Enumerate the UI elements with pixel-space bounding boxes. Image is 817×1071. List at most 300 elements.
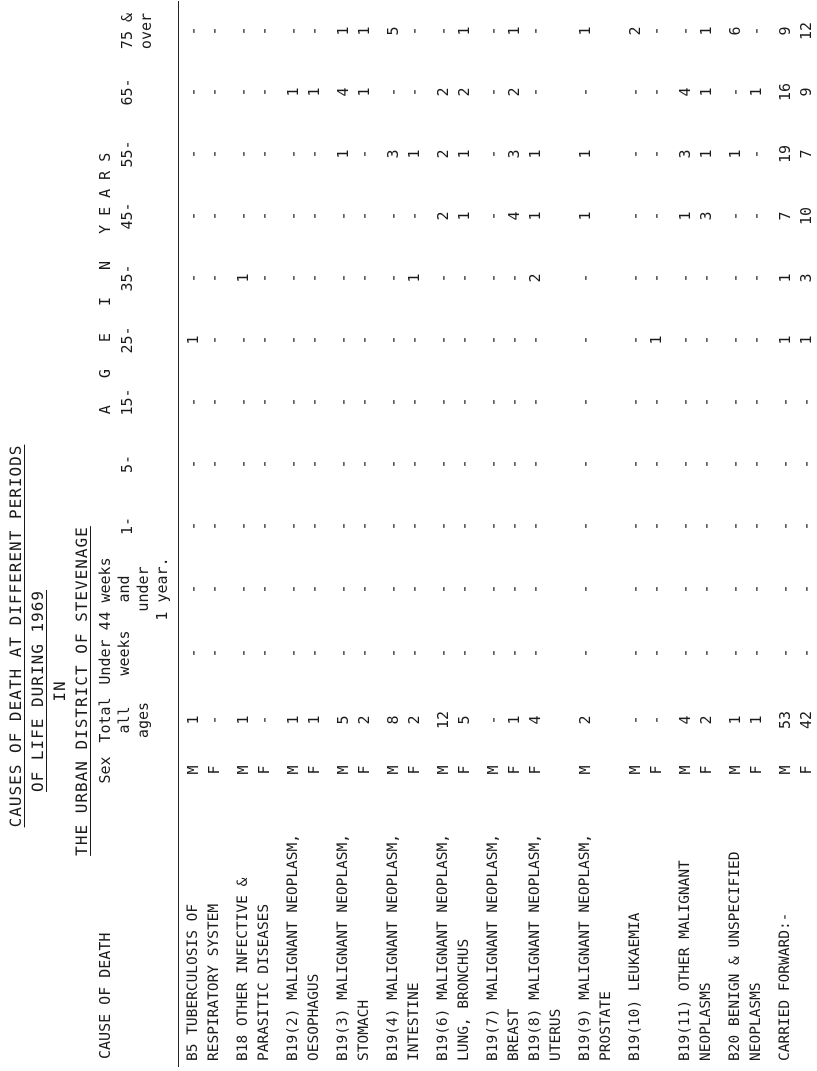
table-row [454,1,475,1067]
under-4-weeks-cell: - [626,648,644,658]
cause-cell: RESPIRATORY SYSTEM [206,903,222,1061]
table-row [775,1,796,1067]
table-row [646,1,667,1067]
age-45-cell: 7 [776,211,794,221]
age-75-over-cell: - [234,26,252,36]
cause-cell: INTESTINE [406,982,422,1061]
under-4-weeks-cell: - [234,648,252,658]
under-1-year-cell: - [526,584,544,594]
total-cell: 2 [697,715,715,725]
under-4-weeks-cell: - [355,648,373,658]
age-1-cell: - [234,521,252,531]
age-55-cell: - [234,149,252,159]
age-55-cell: - [284,149,302,159]
header-sex: Sex [96,756,114,784]
under-1-year-cell: - [455,584,473,594]
table-row [283,1,304,1067]
age-35-cell: - [505,273,523,283]
cause-cell: B19(2) MALIGNANT NEOPLASM, [285,834,301,1061]
title-line-4: THE URBAN DISTRICT OF STEVENAGE [72,526,91,856]
age-15-cell: - [384,397,402,407]
age-15-cell: - [234,397,252,407]
age-35-cell: - [626,273,644,283]
sex-cell: F [647,765,665,775]
header-age-55: 55- [118,140,136,168]
age-25-cell: - [726,335,744,345]
age-55-cell: - [747,149,765,159]
age-75-over-cell: 1 [697,26,715,36]
age-15-cell: - [405,397,423,407]
age-5-cell: - [205,459,223,469]
sex-cell: F [455,765,473,775]
age-5-cell [546,433,567,495]
table-row [333,1,354,1067]
title-line-2: OF LIFE DURING 1969 [28,589,47,793]
age-65-cell: 1 [355,87,373,97]
age-15-cell: - [726,397,744,407]
cause-cell: B18 OTHER INFECTIVE & [235,877,251,1061]
cause-cell: NEOPLASMS [748,982,764,1061]
age-35-cell: 1 [776,273,794,283]
age-25-cell: - [747,335,765,345]
age-65-cell: - [526,87,544,97]
age-25-cell: 1 [776,335,794,345]
table-row [383,1,404,1067]
header-under-4-weeks: Under 4 weeks [96,621,133,685]
age-25-cell: - [676,335,694,345]
age-5-cell: - [455,459,473,469]
sex-cell: M [726,765,744,775]
age-5-cell: - [576,459,594,469]
age-35-cell: - [455,273,473,283]
under-1-year-cell: - [434,584,452,594]
cause-cell: LUNG, BRONCHUS [456,938,472,1061]
age-35-cell: - [284,273,302,283]
age-75-over-cell: - [647,26,665,36]
age-55-cell [546,123,567,185]
age-65-cell: - [234,87,252,97]
age-1-cell: - [484,521,502,531]
total-cell: 4 [676,715,694,725]
age-65-cell: 1 [697,87,715,97]
under-4-weeks-cell: - [576,648,594,658]
sex-cell: M [184,765,202,775]
age-15-cell: - [355,397,373,407]
cause-cell: STOMACH [356,999,372,1061]
age-1-cell: - [184,521,202,531]
age-75-over-cell: - [205,26,223,36]
age-45-cell: - [626,211,644,221]
age-75-over-cell: - [284,26,302,36]
age-25-cell: 1 [797,335,815,345]
age-45-cell: - [355,211,373,221]
under-1-year-cell: - [626,584,644,594]
age-5-cell: - [747,459,765,469]
age-45-cell: 3 [697,211,715,221]
under-4-weeks-cell [546,621,567,685]
age-25-cell: 1 [184,335,202,345]
age-5-cell: - [797,459,815,469]
age-25-cell: - [234,335,252,345]
age-45-cell: 1 [455,211,473,221]
table-row [183,1,204,1067]
age-15-cell: - [284,397,302,407]
age-65-cell: - [626,87,644,97]
table-row [254,1,275,1067]
total-cell [596,685,617,755]
age-5-cell: - [484,459,502,469]
under-4-weeks-cell: - [526,648,544,658]
age-75-over-cell: 5 [384,26,402,36]
age-35-cell: 2 [526,273,544,283]
under-1-year-cell: - [284,584,302,594]
age-55-cell: 1 [697,149,715,159]
age-55-cell: 1 [576,149,594,159]
under-1-year-cell: - [776,584,794,594]
age-55-cell: 1 [334,149,352,159]
row-spacer [767,1,775,1067]
cause-cell: CARRIED FORWARD:- [777,912,793,1061]
under-1-year-cell: - [647,584,665,594]
age-25-cell: - [455,335,473,345]
row-spacer [425,1,433,1067]
sex-cell: M [284,765,302,775]
age-25-cell: - [484,335,502,345]
table-row [525,1,546,1067]
row-spacer [275,1,283,1067]
under-4-weeks-cell: - [484,648,502,658]
total-cell: 1 [505,715,523,725]
sex-cell: M [334,765,352,775]
age-25-cell: - [384,335,402,345]
under-1-year-cell: - [505,584,523,594]
age-5-cell: - [355,459,373,469]
age-55-cell: 19 [776,144,794,164]
total-cell: 5 [334,715,352,725]
age-55-cell: - [647,149,665,159]
age-15-cell: - [526,397,544,407]
table-row [304,1,325,1067]
table-row [575,1,596,1067]
age-75-over-cell: 1 [334,26,352,36]
age-1-cell: - [255,521,273,531]
age-25-cell: - [205,335,223,345]
total-cell: 42 [797,710,815,730]
table-row [504,1,525,1067]
age-75-over-cell: - [526,26,544,36]
age-65-cell: 9 [797,87,815,97]
age-45-cell: - [484,211,502,221]
under-1-year-cell: - [355,584,373,594]
age-1-cell: - [576,521,594,531]
age-1-cell: - [726,521,744,531]
age-45-cell: - [205,211,223,221]
age-75-over-cell: 2 [626,26,644,36]
age-45-cell: - [184,211,202,221]
under-4-weeks-cell: - [505,648,523,658]
cause-cell: B20 BENIGN & UNSPECIFIED [727,851,743,1061]
age-5-cell: - [626,459,644,469]
age-45-cell: 1 [676,211,694,221]
age-15-cell: - [455,397,473,407]
cause-cell: B19(10) LEUKAEMIA [627,912,643,1061]
age-55-cell [596,123,617,185]
age-15-cell [546,371,567,433]
age-65-cell: 4 [676,87,694,97]
age-65-cell: 1 [284,87,302,97]
age-25-cell [596,309,617,371]
sex-cell: M [384,765,402,775]
table-row [725,1,746,1067]
age-1-cell: - [284,521,302,531]
age-45-cell [546,185,567,247]
row-spacer [375,1,383,1067]
under-1-year-cell: - [726,584,744,594]
under-4-weeks-cell: - [726,648,744,658]
age-75-over-cell: 1 [576,26,594,36]
under-1-year-cell: - [405,584,423,594]
age-35-cell: - [184,273,202,283]
age-35-cell: - [355,273,373,283]
total-cell: 1 [284,715,302,725]
table-row [404,1,425,1067]
under-1-year-cell: - [797,584,815,594]
age-5-cell: - [505,459,523,469]
age-5-cell: - [305,459,323,469]
age-75-over-cell: - [747,26,765,36]
age-1-cell: - [405,521,423,531]
under-4-weeks-cell: - [697,648,715,658]
age-5-cell: - [255,459,273,469]
table-row [796,1,817,1067]
row-spacer [717,1,725,1067]
cause-cell: B19(11) OTHER MALIGNANT [677,860,693,1061]
age-35-cell: - [434,273,452,283]
cause-cell: B19(9) MALIGNANT NEOPLASM, [577,834,593,1061]
age-45-cell: 1 [576,211,594,221]
age-35-cell: - [726,273,744,283]
cause-cell: PARASITIC DISEASES [256,903,272,1061]
age-35-cell: - [305,273,323,283]
age-15-cell: - [676,397,694,407]
total-cell: 12 [434,710,452,730]
age-45-cell: 2 [434,211,452,221]
under-4-weeks-cell: - [384,648,402,658]
total-cell: 1 [234,715,252,725]
age-45-cell: 4 [505,211,523,221]
age-65-cell: 2 [434,87,452,97]
age-45-cell: 10 [797,206,815,226]
age-1-cell: - [776,521,794,531]
age-65-cell: 2 [505,87,523,97]
sex-cell: F [355,765,373,775]
age-25-cell: - [434,335,452,345]
row-spacer [325,1,333,1067]
age-5-cell: - [184,459,202,469]
age-15-cell: - [205,397,223,407]
age-35-cell: - [484,273,502,283]
age-1-cell: - [434,521,452,531]
sex-cell: M [776,765,794,775]
under-1-year-cell: - [384,584,402,594]
sex-cell: M [484,765,502,775]
age-5-cell: - [776,459,794,469]
table-row [546,1,567,1067]
age-55-cell: 3 [676,149,694,159]
under-4-weeks-cell: - [284,648,302,658]
total-cell: 2 [355,715,373,725]
sex-cell: F [505,765,523,775]
age-1-cell: - [455,521,473,531]
total-cell: 2 [405,715,423,725]
age-65-cell: 1 [305,87,323,97]
age-1-cell: - [797,521,815,531]
total-cell: - [647,715,665,725]
age-15-cell: - [647,397,665,407]
sex-cell: F [305,765,323,775]
table-row [675,1,696,1067]
cause-cell: B19(7) MALIGNANT NEOPLASM, [485,834,501,1061]
total-cell: - [626,715,644,725]
age-1-cell: - [526,521,544,531]
age-65-cell: - [184,87,202,97]
sex-cell: F [205,765,223,775]
age-5-cell: - [647,459,665,469]
age-35-cell: - [697,273,715,283]
age-75-over-cell [546,1,567,61]
total-cell: 1 [747,715,765,725]
header-age-65: 65- [118,78,136,106]
under-1-year-cell: - [205,584,223,594]
age-1-cell: - [355,521,373,531]
header-age-25: 25- [118,326,136,354]
cause-cell: B19(4) MALIGNANT NEOPLASM, [385,834,401,1061]
sex-cell: M [434,765,452,775]
age-1-cell: - [676,521,694,531]
age-15-cell: - [255,397,273,407]
cause-cell [646,785,667,1067]
row-spacer [617,1,625,1067]
age-55-cell: 3 [505,149,523,159]
age-65-cell: - [255,87,273,97]
sex-cell: F [255,765,273,775]
age-45-cell: - [647,211,665,221]
sex-cell: M [234,765,252,775]
total-cell: 1 [305,715,323,725]
age-15-cell: - [747,397,765,407]
age-25-cell: - [334,335,352,345]
total-cell: 4 [526,715,544,725]
age-75-over-cell: - [184,26,202,36]
age-65-cell: - [484,87,502,97]
table-row [696,1,717,1067]
sex-cell: F [526,765,544,775]
age-1-cell [596,495,617,557]
age-45-cell: - [384,211,402,221]
age-15-cell [596,371,617,433]
row-spacer [667,1,675,1067]
age-5-cell: - [405,459,423,469]
age-1-cell: - [205,521,223,531]
age-55-cell: 1 [726,149,744,159]
age-1-cell: - [334,521,352,531]
age-75-over-cell: - [255,26,273,36]
age-45-cell [596,185,617,247]
age-15-cell: - [334,397,352,407]
cause-cell: PROSTATE [598,991,614,1061]
age-35-cell: - [334,273,352,283]
age-35-cell: - [647,273,665,283]
sex-cell: F [747,765,765,775]
row-spacer [567,1,575,1067]
age-1-cell: - [647,521,665,531]
age-55-cell: 1 [455,149,473,159]
age-45-cell: 1 [526,211,544,221]
age-65-cell: - [384,87,402,97]
age-25-cell: - [305,335,323,345]
under-1-year-cell: - [305,584,323,594]
age-45-cell: - [234,211,252,221]
header-age-75-over: 75 & over [118,12,155,50]
under-4-weeks-cell: - [797,648,815,658]
header-age-35: 35- [118,264,136,292]
age-55-cell: 1 [405,149,423,159]
total-cell: 53 [776,710,794,730]
header-4-weeks-under-1-year: 4 weeks and under 1 year. [96,557,171,621]
age-1-cell: - [384,521,402,531]
age-1-cell: - [747,521,765,531]
age-65-cell: - [576,87,594,97]
age-1-cell: - [505,521,523,531]
under-4-weeks-cell: - [184,648,202,658]
table-row [204,1,225,1067]
age-45-cell: - [405,211,423,221]
age-35-cell: - [576,273,594,283]
age-1-cell: - [305,521,323,531]
cause-cell: B19(8) MALIGNANT NEOPLASM, [527,834,543,1061]
table-row [625,1,646,1067]
age-75-over-cell [596,1,617,61]
header-age-45: 45- [118,202,136,230]
total-cell: - [255,715,273,725]
age-25-cell: - [697,335,715,345]
age-75-over-cell: 1 [505,26,523,36]
row-spacer [475,1,483,1067]
age-15-cell: - [434,397,452,407]
age-65-cell: - [647,87,665,97]
age-15-cell: - [484,397,502,407]
table-row [483,1,504,1067]
age-1-cell: - [626,521,644,531]
under-1-year-cell: - [747,584,765,594]
sex-cell: M [626,765,644,775]
age-25-cell: - [505,335,523,345]
age-75-over-cell: 6 [726,26,744,36]
under-1-year-cell: - [484,584,502,594]
age-35-cell [596,247,617,309]
age-55-cell: 3 [384,149,402,159]
header-cause: CAUSE OF DEATH [96,932,114,1059]
age-35-cell: 1 [234,273,252,283]
total-cell: 2 [576,715,594,725]
age-45-cell: - [747,211,765,221]
age-55-cell: - [355,149,373,159]
header-age-1: 1- [118,516,136,536]
age-5-cell [596,433,617,495]
cause-cell: UTERUS [548,1008,564,1061]
cause-cell: BREAST [506,1008,522,1061]
age-75-over-cell: 12 [797,21,815,41]
